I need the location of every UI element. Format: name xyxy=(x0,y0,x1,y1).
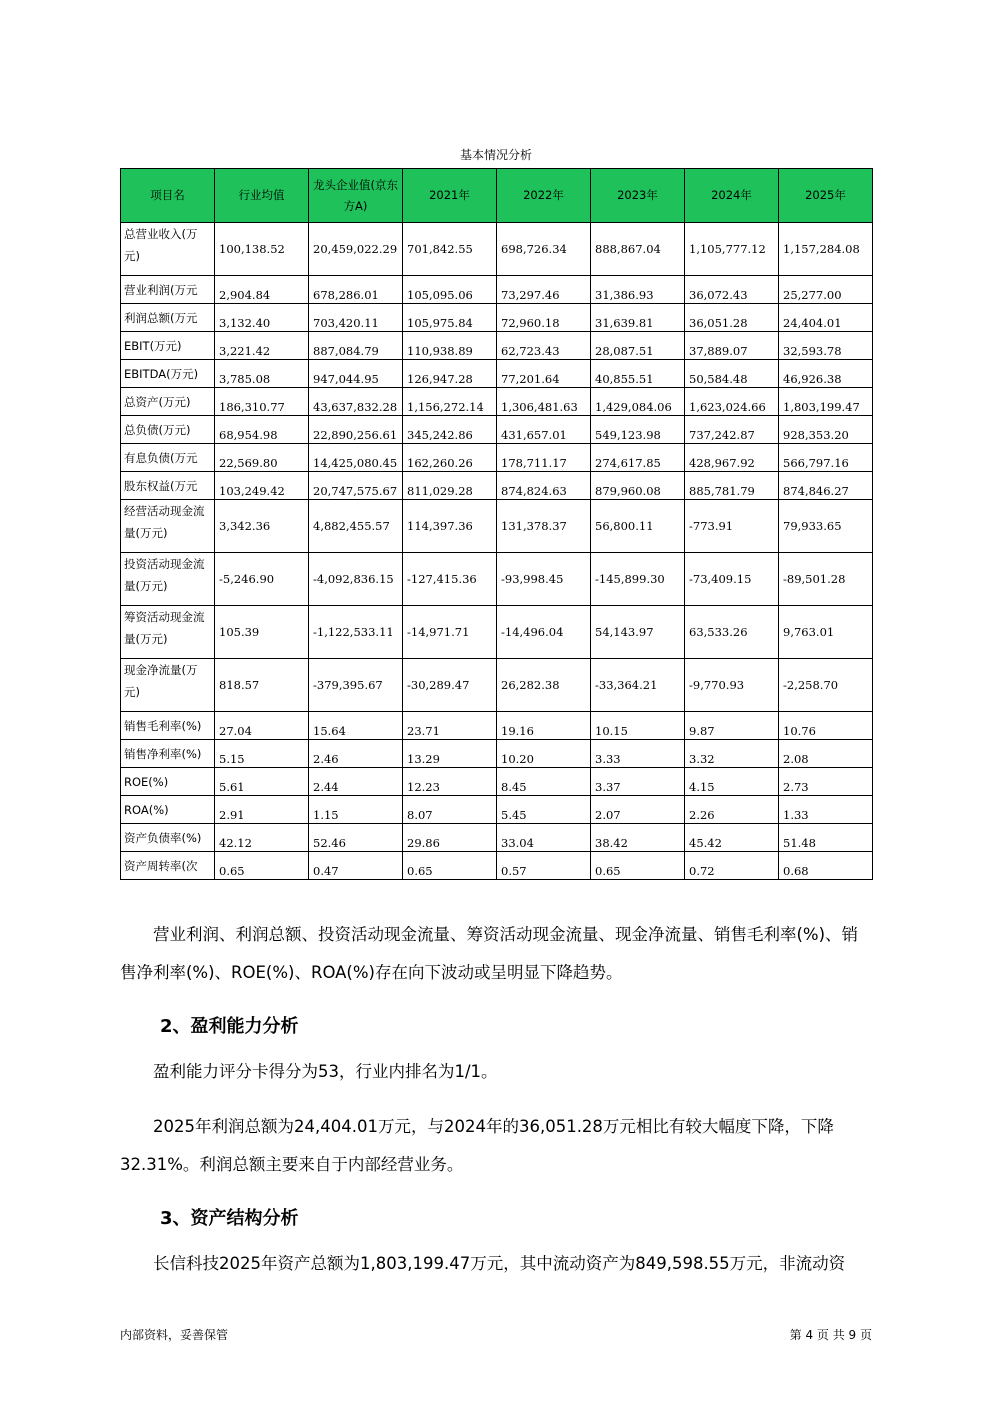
table-cell: 22,890,256.61 xyxy=(309,416,403,444)
table-row xyxy=(121,500,873,553)
table-row xyxy=(121,796,873,824)
table-cell: -379,395.67 xyxy=(309,659,403,712)
table-cell: 29.86 xyxy=(403,824,497,852)
row-label: 有息负债(万元 xyxy=(121,444,215,472)
table-cell: 45.42 xyxy=(685,824,779,852)
table-cell: 20,459,022.29 xyxy=(309,223,403,276)
row-label: 投资活动现金流量(万元) xyxy=(121,553,215,606)
header-2022: 2022年 xyxy=(497,169,591,223)
table-cell: 818.57 xyxy=(215,659,309,712)
table-cell: 1.33 xyxy=(779,796,873,824)
table-cell: 1,623,024.66 xyxy=(685,388,779,416)
table-cell: 885,781.79 xyxy=(685,472,779,500)
row-label: 利润总额(万元 xyxy=(121,304,215,332)
table-cell: 428,967.92 xyxy=(685,444,779,472)
table-cell: 62,723.43 xyxy=(497,332,591,360)
table-cell: 42.12 xyxy=(215,824,309,852)
table-cell: 114,397.36 xyxy=(403,500,497,553)
table-cell: 36,072.43 xyxy=(685,276,779,304)
table-cell: 874,846.27 xyxy=(779,472,873,500)
table-cell: 79,933.65 xyxy=(779,500,873,553)
table-cell: 1,803,199.47 xyxy=(779,388,873,416)
row-label: 总营业收入(万元) xyxy=(121,223,215,276)
table-cell: 8.07 xyxy=(403,796,497,824)
row-label: EBIT(万元) xyxy=(121,332,215,360)
table-cell: 40,855.51 xyxy=(591,360,685,388)
table-cell: 8.45 xyxy=(497,768,591,796)
row-label: 现金净流量(万元) xyxy=(121,659,215,712)
table-cell: 110,938.89 xyxy=(403,332,497,360)
table-cell: -9,770.93 xyxy=(685,659,779,712)
table-cell: 887,084.79 xyxy=(309,332,403,360)
table-cell: 431,657.01 xyxy=(497,416,591,444)
table-cell: 9.87 xyxy=(685,712,779,740)
table-cell: -2,258.70 xyxy=(779,659,873,712)
table-cell: -4,092,836.15 xyxy=(309,553,403,606)
table-row xyxy=(121,223,873,276)
table-cell: 105,095.06 xyxy=(403,276,497,304)
row-label: ROA(%) xyxy=(121,796,215,824)
table-row xyxy=(121,360,873,388)
section-2-paragraph-1: 盈利能力评分卡得分为53，行业内排名为1/1。 xyxy=(153,1062,498,1081)
table-cell: 3,785.08 xyxy=(215,360,309,388)
table-cell: 1,156,272.14 xyxy=(403,388,497,416)
table-cell: 43,637,832.28 xyxy=(309,388,403,416)
table-cell: -14,971.71 xyxy=(403,606,497,659)
header-2024: 2024年 xyxy=(685,169,779,223)
table-cell: -73,409.15 xyxy=(685,553,779,606)
table-cell: 345,242.86 xyxy=(403,416,497,444)
table-cell: 701,842.55 xyxy=(403,223,497,276)
table-cell: 37,889.07 xyxy=(685,332,779,360)
table-row xyxy=(121,553,873,606)
table-cell: -773.91 xyxy=(685,500,779,553)
table-cell: -30,289.47 xyxy=(403,659,497,712)
table-cell: 36,051.28 xyxy=(685,304,779,332)
table-cell: 2.73 xyxy=(779,768,873,796)
row-label: 股东权益(万元 xyxy=(121,472,215,500)
table-cell: 879,960.08 xyxy=(591,472,685,500)
header-2023: 2023年 xyxy=(591,169,685,223)
table-cell: 928,353.20 xyxy=(779,416,873,444)
table-cell: -89,501.28 xyxy=(779,553,873,606)
table-cell: 274,617.85 xyxy=(591,444,685,472)
table-cell: 0.65 xyxy=(591,852,685,880)
table-cell: 5.61 xyxy=(215,768,309,796)
table-cell: 0.47 xyxy=(309,852,403,880)
table-cell: 38.42 xyxy=(591,824,685,852)
table-cell: 10.76 xyxy=(779,712,873,740)
table-cell: 28,087.51 xyxy=(591,332,685,360)
table-row xyxy=(121,852,873,880)
table-cell: 20,747,575.67 xyxy=(309,472,403,500)
table-cell: 72,960.18 xyxy=(497,304,591,332)
table-cell: 178,711.17 xyxy=(497,444,591,472)
table-cell: -5,246.90 xyxy=(215,553,309,606)
table-cell: 3,132.40 xyxy=(215,304,309,332)
header-leader-value: 龙头企业值(京东方A) xyxy=(309,169,403,223)
table-cell: 73,297.46 xyxy=(497,276,591,304)
header-2021: 2021年 xyxy=(403,169,497,223)
table-row xyxy=(121,824,873,852)
row-label: 资产周转率(次 xyxy=(121,852,215,880)
table-cell: 2.46 xyxy=(309,740,403,768)
section-3-heading: 3、资产结构分析 xyxy=(160,1208,299,1229)
table-cell: 1.15 xyxy=(309,796,403,824)
table-cell: 3,342.36 xyxy=(215,500,309,553)
table-cell: 105.39 xyxy=(215,606,309,659)
table-cell: 24,404.01 xyxy=(779,304,873,332)
table-cell: 0.65 xyxy=(215,852,309,880)
table-row xyxy=(121,659,873,712)
table-body xyxy=(121,223,873,880)
table-row xyxy=(121,444,873,472)
table-cell: 22,569.80 xyxy=(215,444,309,472)
table-cell: -93,998.45 xyxy=(497,553,591,606)
table-cell: 13.29 xyxy=(403,740,497,768)
table-cell: 26,282.38 xyxy=(497,659,591,712)
table-cell: 2.91 xyxy=(215,796,309,824)
table-cell: 32,593.78 xyxy=(779,332,873,360)
table-cell: 3.37 xyxy=(591,768,685,796)
table-cell: 1,429,084.06 xyxy=(591,388,685,416)
footer-confidential-note: 内部资料，妥善保管 xyxy=(120,1328,229,1342)
table-cell: 2.07 xyxy=(591,796,685,824)
table-cell: -33,364.21 xyxy=(591,659,685,712)
table-cell: -14,496.04 xyxy=(497,606,591,659)
table-cell: 678,286.01 xyxy=(309,276,403,304)
table-cell: 33.04 xyxy=(497,824,591,852)
table-cell: -1,122,533.11 xyxy=(309,606,403,659)
table-cell: 566,797.16 xyxy=(779,444,873,472)
table-row xyxy=(121,388,873,416)
table-cell: 2.08 xyxy=(779,740,873,768)
table-cell: 3.33 xyxy=(591,740,685,768)
table-cell: 68,954.98 xyxy=(215,416,309,444)
table-cell: 12.23 xyxy=(403,768,497,796)
table-cell: 9,763.01 xyxy=(779,606,873,659)
table-cell: 186,310.77 xyxy=(215,388,309,416)
table-cell: 874,824.63 xyxy=(497,472,591,500)
table-cell: 52.46 xyxy=(309,824,403,852)
table-row xyxy=(121,712,873,740)
table-row xyxy=(121,768,873,796)
table-cell: 105,975.84 xyxy=(403,304,497,332)
header-2025: 2025年 xyxy=(779,169,873,223)
table-cell: 14,425,080.45 xyxy=(309,444,403,472)
table-cell: 4.15 xyxy=(685,768,779,796)
table-cell: 0.65 xyxy=(403,852,497,880)
summary-paragraph: 营业利润、利润总额、投资活动现金流量、筹资活动现金流量、现金净流量、销售毛利率(%)、销售净利率(%)、ROE(%)、ROA(%)存在向下波动或呈明显下降趋势。 xyxy=(120,925,859,982)
table-cell: 10.20 xyxy=(497,740,591,768)
table-cell: 5.45 xyxy=(497,796,591,824)
table-cell: 3.32 xyxy=(685,740,779,768)
table-cell: 19.16 xyxy=(497,712,591,740)
table-cell: 77,201.64 xyxy=(497,360,591,388)
section-3-paragraph-1: 长信科技2025年资产总额为1,803,199.47万元，其中流动资产为849,598.55万元，非流动资 xyxy=(153,1254,846,1273)
table-cell: 27.04 xyxy=(215,712,309,740)
table-cell: 46,926.38 xyxy=(779,360,873,388)
table-row xyxy=(121,472,873,500)
table-caption: 基本情况分析 xyxy=(459,148,532,162)
table-cell: 15.64 xyxy=(309,712,403,740)
table-cell: 10.15 xyxy=(591,712,685,740)
table-row xyxy=(121,740,873,768)
table-cell: 25,277.00 xyxy=(779,276,873,304)
table-cell: 0.57 xyxy=(497,852,591,880)
table-cell: 126,947.28 xyxy=(403,360,497,388)
table-row xyxy=(121,606,873,659)
table-cell: 888,867.04 xyxy=(591,223,685,276)
table-cell: 23.71 xyxy=(403,712,497,740)
header-item-name: 项目名 xyxy=(121,169,215,223)
table-header-row xyxy=(121,169,873,223)
row-label: 筹资活动现金流量(万元) xyxy=(121,606,215,659)
table-cell: 51.48 xyxy=(779,824,873,852)
table-row xyxy=(121,304,873,332)
section-2-heading: 2、盈利能力分析 xyxy=(160,1016,299,1037)
table-cell: 56,800.11 xyxy=(591,500,685,553)
row-label: 销售毛利率(%) xyxy=(121,712,215,740)
table-cell: 549,123.98 xyxy=(591,416,685,444)
table-row xyxy=(121,332,873,360)
table-cell: 2.44 xyxy=(309,768,403,796)
table-cell: 0.72 xyxy=(685,852,779,880)
table-cell: 1,157,284.08 xyxy=(779,223,873,276)
table-row xyxy=(121,276,873,304)
table-cell: 1,105,777.12 xyxy=(685,223,779,276)
header-industry-avg: 行业均值 xyxy=(215,169,309,223)
table-cell: 31,386.93 xyxy=(591,276,685,304)
table-cell: 811,029.28 xyxy=(403,472,497,500)
row-label: 资产负债率(%) xyxy=(121,824,215,852)
table-cell: 0.68 xyxy=(779,852,873,880)
table-cell: 162,260.26 xyxy=(403,444,497,472)
row-label: ROE(%) xyxy=(121,768,215,796)
table-cell: 698,726.34 xyxy=(497,223,591,276)
table-cell: 1,306,481.63 xyxy=(497,388,591,416)
row-label: EBITDA(万元) xyxy=(121,360,215,388)
table-cell: 54,143.97 xyxy=(591,606,685,659)
table-cell: 31,639.81 xyxy=(591,304,685,332)
table-cell: 50,584.48 xyxy=(685,360,779,388)
table-cell: 2.26 xyxy=(685,796,779,824)
table-cell: 947,044.95 xyxy=(309,360,403,388)
table-cell: 103,249.42 xyxy=(215,472,309,500)
row-label: 总负债(万元) xyxy=(121,416,215,444)
row-label: 销售净利率(%) xyxy=(121,740,215,768)
footer-page-number: 第 4 页 共 9 页 xyxy=(789,1328,872,1342)
table-cell: 100,138.52 xyxy=(215,223,309,276)
table-cell: 131,378.37 xyxy=(497,500,591,553)
section-2-paragraph-2: 2025年利润总额为24,404.01万元，与2024年的36,051.28万元相比有较大幅度下降，下降32.31%。利润总额主要来自于内部经营业务。 xyxy=(120,1117,834,1174)
table-cell: 703,420.11 xyxy=(309,304,403,332)
table-cell: -145,899.30 xyxy=(591,553,685,606)
table-cell: 3,221.42 xyxy=(215,332,309,360)
table-cell: 63,533.26 xyxy=(685,606,779,659)
table-cell: 4,882,455.57 xyxy=(309,500,403,553)
row-label: 经营活动现金流量(万元) xyxy=(121,500,215,553)
table-row xyxy=(121,416,873,444)
table-cell: 2,904.84 xyxy=(215,276,309,304)
table-cell: 737,242.87 xyxy=(685,416,779,444)
row-label: 总资产(万元) xyxy=(121,388,215,416)
table-cell: -127,415.36 xyxy=(403,553,497,606)
table-cell: 5.15 xyxy=(215,740,309,768)
row-label: 营业利润(万元 xyxy=(121,276,215,304)
financial-table xyxy=(120,168,873,880)
